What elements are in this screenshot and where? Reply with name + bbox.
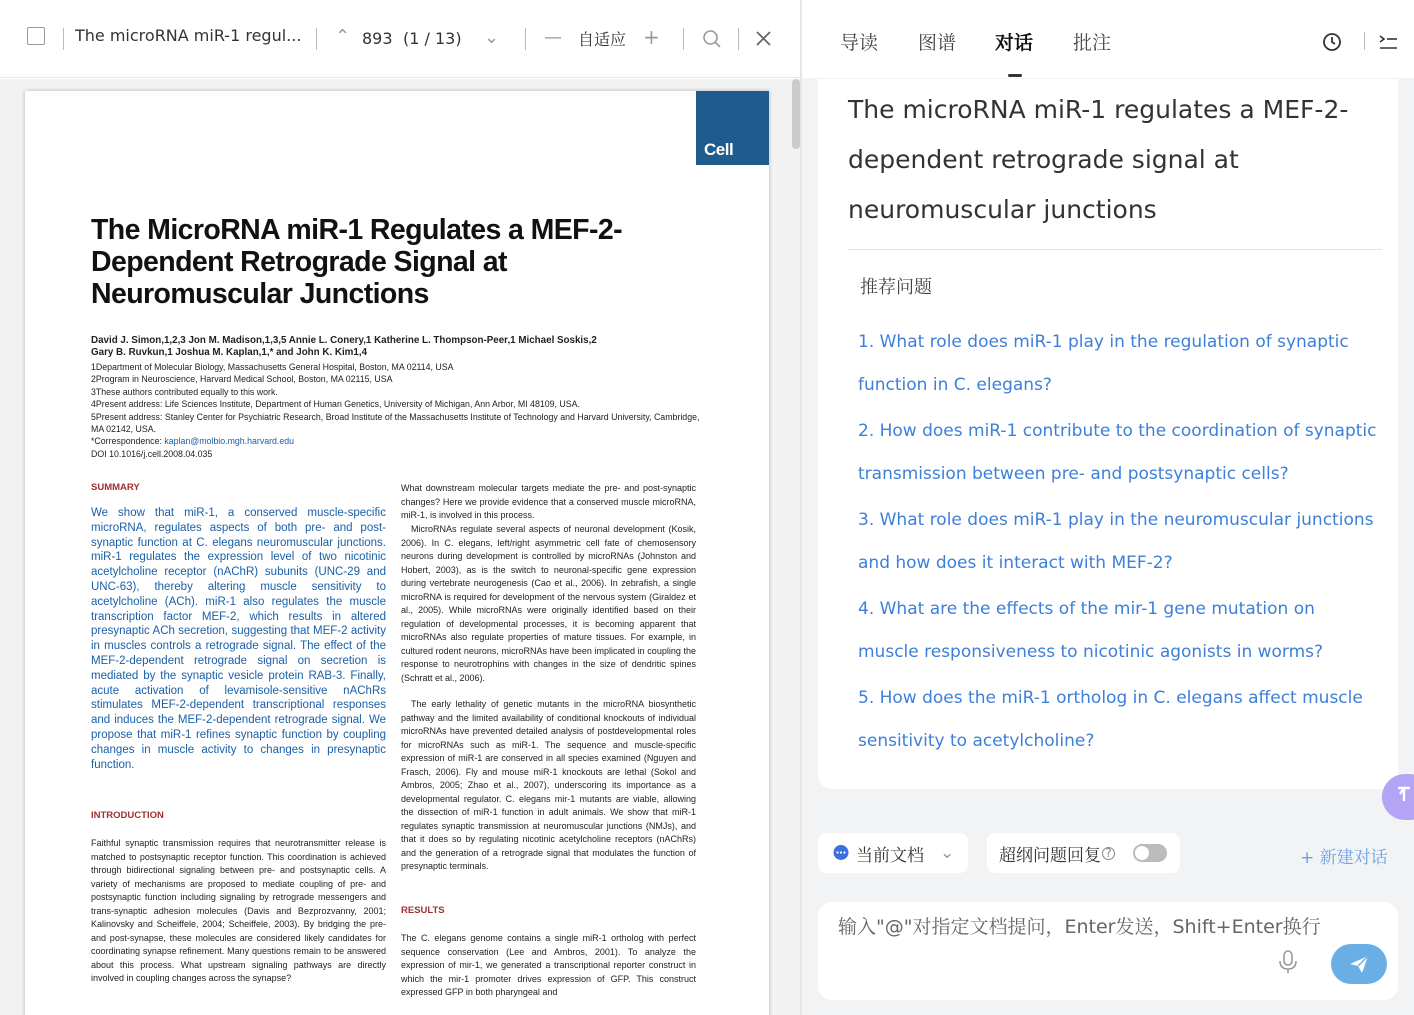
- chevron-up-icon[interactable]: ⌃: [335, 26, 351, 47]
- suggested-question-link[interactable]: 4. What are the effects of the mir-1 gene mutation on muscle responsiveness to nicotinic agonists in worms?: [858, 599, 1324, 662]
- suggested-question-link[interactable]: 1. What role does miR-1 play in the regulation of synaptic function in C. elegans?: [858, 332, 1349, 395]
- active-tab-indicator: [1008, 74, 1022, 77]
- assistant-float-button[interactable]: [1382, 774, 1414, 820]
- outline-reply-toggle[interactable]: [1133, 844, 1167, 862]
- pdf-toolbar: [0, 0, 800, 78]
- toolbar-divider: [525, 28, 526, 50]
- affiliations: [91, 361, 711, 460]
- affiliation: 4Present address: Life Sciences Institute, Department of Human Genetics, University of Michigan, Ann Arbor, MI 48109, USA.: [91, 399, 580, 410]
- suggested-question-link[interactable]: 5. How does the miR-1 ortholog in C. elegans affect muscle sensitivity to acetylcholine?: [858, 688, 1363, 751]
- recommended-questions-label: 推荐问题: [860, 277, 932, 298]
- toolbar-divider: [63, 28, 64, 50]
- chat-card: [818, 79, 1398, 789]
- paper-title: The MicroRNA miR-1 Regulates a MEF-2-Dependent Retrograde Signal at Neuromuscular Junctions: [91, 214, 622, 310]
- chat-controls: [818, 833, 1398, 873]
- send-icon: [1348, 953, 1370, 975]
- results-text: The C. elegans genome contains a single miR-1 ortholog with perfect sequence conservation (Lee and Ambros, 2001). To analyze the expression of mir-1, we generated a transcriptional reporter construct in which the mir-1 promoter drives expression of GFP. This construct expressed GFP in both pharyngeal and: [401, 933, 696, 997]
- results-heading: RESULTS: [401, 905, 445, 916]
- page-count: (1 / 13): [403, 29, 462, 48]
- author-list: [91, 335, 711, 360]
- close-icon[interactable]: [756, 31, 771, 46]
- correspondence-email-link[interactable]: kaplan@molbio.mgh.harvard.edu: [164, 436, 295, 447]
- authors-line: David J. Simon,1,2,3 Jon M. Madison,1,3,5 Annie L. Conery,1 Katherine L. Thompson-Peer,1 Michael Soskis,2: [91, 335, 597, 346]
- correspondence-label: *Correspondence:: [91, 436, 165, 447]
- translate-icon: [1396, 784, 1414, 804]
- toolbar-divider: [738, 28, 739, 50]
- scrollbar[interactable]: [792, 79, 800, 149]
- authors-line: Gary B. Ruvkun,1 Joshua M. Kaplan,1,* and John K. Kim1,4: [91, 347, 368, 359]
- scope-select[interactable]: [818, 833, 968, 873]
- affiliation: 3These authors contributed equally to this work.: [91, 386, 278, 397]
- page-number-input[interactable]: 893: [362, 29, 393, 48]
- doi: DOI 10.1016/j.cell.2008.04.035: [91, 448, 213, 459]
- chat-input[interactable]: [838, 916, 1358, 938]
- history-icon[interactable]: [1322, 32, 1342, 52]
- divider-line: [848, 249, 1382, 250]
- tab-guide[interactable]: 导读: [840, 32, 879, 54]
- new-chat-button[interactable]: + 新建对话: [1300, 848, 1388, 868]
- journal-logo: Cell: [696, 91, 769, 165]
- affiliation: 5Present address: Stanley Center for Psychiatric Research, Broad Institute of the Massachusetts Institute of Technology and Harvard University, Cambridge, MA 02142, USA.: [91, 411, 700, 435]
- toggle-knob: [1135, 846, 1149, 860]
- tab-graph[interactable]: 图谱: [918, 32, 957, 54]
- column2-paragraph: MicroRNAs regulate several aspects of neuronal development (Kosik, 2006). In C. elegans, left/right asymmetric cell fate of chemosensory neurons during development is controlled by microRNAs (Johnston and Hobert, 2003), as is the switch to neuronal-specific gene expression during vertebrate neurogenesis (Cao et al., 2006). In zebrafish, a single microRNA is required for development of the nervous system (Giraldez et al., 2005). While microRNAs were originally identified based on their regulation of developmental processes, it is becoming apparent that microRNAs also regulate properties of mature tissues. For example, in cultured rodent neurons, microRNAs have been implicated in coupling the response to neurotrophins with changes in the size of dendritic spines (Schratt et al., 2006).: [401, 524, 696, 683]
- assistant-panel: [802, 0, 1414, 1015]
- tab-annotations[interactable]: 批注: [1073, 32, 1112, 54]
- assistant-tabs: [802, 0, 1414, 78]
- zoom-in-icon[interactable]: +: [643, 25, 660, 49]
- recommended-questions: [858, 321, 1378, 766]
- sidebar-toggle-icon[interactable]: [27, 27, 45, 45]
- affiliation: 1Department of Molecular Biology, Massachusetts General Hospital, Boston, MA 02114, USA: [91, 362, 454, 372]
- column2-paragraph: The early lethality of genetic mutants in the microRNA biosynthetic pathway and the limited availability of conditional knockouts of individual microRNAs have prevented detailed analysis of postdevelopmental roles for microRNAs such as miR-1. The sequence and muscle-specific expression of miR-1 are conserved in all species examined (Nguyen and Frasch, 2006). Fly and mouse miR-1 knockouts are lethal (Sokol and Ambros, 2005; Zhao et al., 2007), underscoring its importance as a developmental regulator. C. elegans mir-1 mutants are viable, allowing the dissection of miR-1 function in adult animals. We show that miR-1 regulates synaptic transmission at neuromuscular junctions (NMJs), and that it does so by regulating nicotinic acetylcholine receptors (nAChRs) and the generation of a retrograde signal that modulates the function of presynaptic terminals.: [401, 699, 696, 871]
- outline-reply-label: 超纲问题回复: [999, 845, 1101, 866]
- zoom-out-icon[interactable]: —: [544, 27, 562, 48]
- chat-bubble-icon: [832, 844, 850, 862]
- summary-text: We show that miR-1, a conserved muscle-specific microRNA, regulates aspects of both pre- and post-synaptic function at C. elegans neuromuscular junctions. miR-1 regulates the expression level of two nicotinic acetylcholine receptor (nAChR) subunits (UNC-29 and UNC-63), thereby altering muscle sensitivity to acetylcholine (ACh). miR-1 also regulates the muscle transcription factor MEF-2, which results in altered presynaptic ACh secretion, suggesting that MEF-2 activity in muscles controls a retrograde signal. The effect of the MEF-2-dependent retrograde signal on secretion is mediated by the synaptic vesicle protein RAB-3. Finally, acute activation of levamisole-sensitive nAChRs stimulates MEF-2-dependent transcriptional responses and induces the MEF-2-dependent retrograde signal. We propose that miR-1 refines synaptic function by coupling changes in muscle activity to changes in presynaptic function.: [91, 507, 386, 771]
- introduction-heading: INTRODUCTION: [91, 810, 164, 821]
- pdf-page: [25, 91, 769, 1015]
- chevron-down-icon: ⌄: [940, 843, 955, 863]
- send-button[interactable]: [1331, 944, 1387, 984]
- search-icon[interactable]: [702, 29, 722, 49]
- summary-heading: SUMMARY: [91, 482, 140, 493]
- outline-toggle-icon[interactable]: [1378, 33, 1398, 51]
- toolbar-divider: [316, 28, 317, 50]
- document-heading: The microRNA miR-1 regulates a MEF-2-dependent retrograde signal at neuromuscular junctions: [848, 95, 1349, 224]
- suggested-question-link[interactable]: 3. What role does miR-1 play in the neuromuscular junctions and how does it interact with MEF-2?: [858, 510, 1374, 573]
- toolbar-divider: [1364, 32, 1365, 50]
- toolbar-divider: [683, 28, 684, 50]
- chat-input-box: [818, 902, 1398, 1000]
- column2-paragraph: What downstream molecular targets mediate the pre- and post-synaptic changes? Here we provide evidence that a conserved muscle microRNA, miR-1, is involved in this process.: [401, 483, 696, 520]
- introduction-text: Faithful synaptic transmission requires that neurotransmitter release is matched to postsynaptic receptor function. This coordination is achieved through bidirectional signaling between pre- and postsynaptic cells. A variety of mechanisms are proposed to mediate coupling of pre- and postsynaptic function including signaling by retrograde messengers and trans-synaptic adhesion molecules (Davis and Bezprozvanny, 2001; Kalinovsky and Scheiffele, 2004; Scheiffele, 2003). By bridging the pre- and post-synapse, these molecules are considered likely candidates for coordinating synapse refinement. Many questions remain to be answered about this process. What upstream signaling pathways are directly involved in coupling changes across the synapse?: [91, 838, 386, 983]
- outline-reply-option: [987, 833, 1180, 873]
- zoom-mode-select[interactable]: 自适应: [578, 30, 627, 49]
- help-icon[interactable]: ?: [1102, 847, 1115, 860]
- correspondence: [91, 435, 711, 447]
- chevron-down-icon[interactable]: ⌄: [484, 27, 500, 48]
- pdf-canvas[interactable]: [0, 79, 800, 1015]
- scope-label: 当前文档: [856, 845, 924, 866]
- suggested-question-link[interactable]: 2. How does miR-1 contribute to the coordination of synaptic transmission between pre- and postsynaptic cells?: [858, 421, 1377, 484]
- affiliation: 2Program in Neuroscience, Harvard Medical School, Boston, MA 02115, USA: [91, 374, 393, 385]
- tab-chat[interactable]: 对话: [995, 32, 1034, 54]
- document-title: The microRNA miR-1 regul...: [75, 26, 302, 45]
- microphone-icon[interactable]: [1278, 950, 1298, 974]
